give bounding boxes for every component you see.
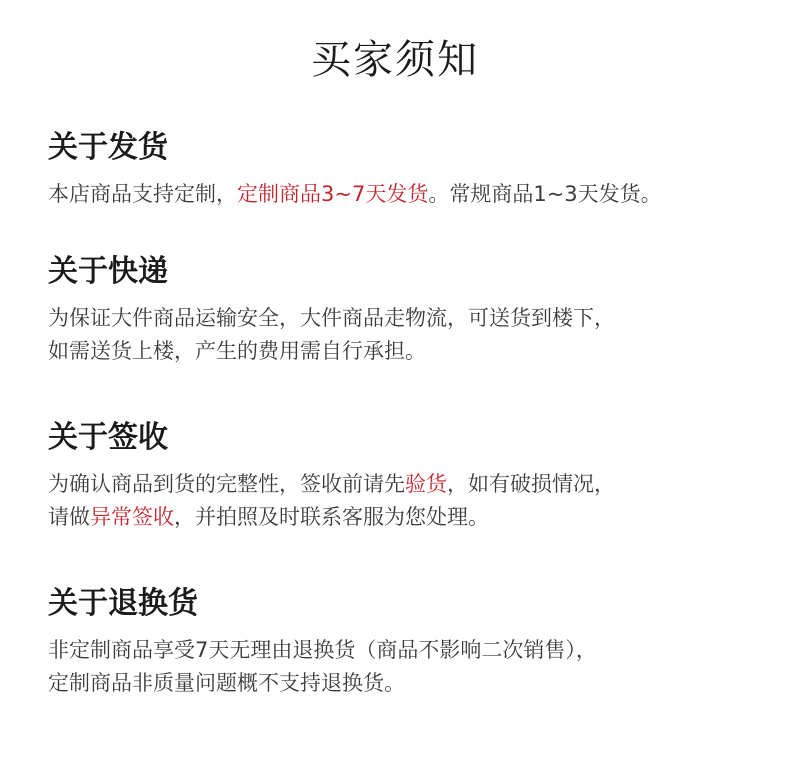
section-heading-return: 关于退换货 bbox=[48, 586, 198, 621]
section-body-receipt bbox=[48, 468, 768, 534]
body-text: ，如有破损情况， bbox=[447, 472, 615, 496]
body-line bbox=[48, 501, 768, 534]
section-heading-receipt: 关于签收 bbox=[48, 420, 168, 455]
body-line: 如需送货上楼，产生的费用需自行承担。 bbox=[48, 339, 426, 363]
section-body-return bbox=[48, 634, 768, 700]
body-line: 定制商品非质量问题概不支持退换货。 bbox=[48, 671, 405, 695]
section-express bbox=[48, 252, 768, 368]
section-receipt bbox=[48, 418, 768, 534]
body-line: 非定制商品享受7天无理由退换货（商品不影响二次销售）， bbox=[48, 638, 597, 662]
section-return bbox=[48, 584, 768, 700]
body-text: 为确认商品到货的完整性，签收前请先 bbox=[48, 472, 405, 496]
section-heading-express: 关于快递 bbox=[48, 254, 168, 289]
highlight-text: 异常签收 bbox=[90, 505, 174, 529]
body-text: 请做 bbox=[48, 505, 90, 529]
body-line bbox=[48, 178, 768, 211]
body-text: 本店商品支持定制， bbox=[48, 182, 237, 206]
section-body-shipping bbox=[48, 178, 768, 211]
page-title: 买家须知 bbox=[311, 37, 479, 83]
body-line: 为保证大件商品运输安全，大件商品走物流，可送货到楼下， bbox=[48, 306, 615, 330]
body-line bbox=[48, 468, 768, 501]
highlight-text: 验货 bbox=[405, 472, 447, 496]
section-heading-shipping: 关于发货 bbox=[48, 130, 168, 165]
body-text: ，并拍照及时联系客服为您处理。 bbox=[174, 505, 489, 529]
highlight-text: 定制商品3~7天发货 bbox=[237, 182, 429, 206]
section-shipping bbox=[48, 128, 768, 211]
body-text: 。常规商品1~3天发货。 bbox=[428, 182, 662, 206]
section-body-express bbox=[48, 302, 768, 368]
